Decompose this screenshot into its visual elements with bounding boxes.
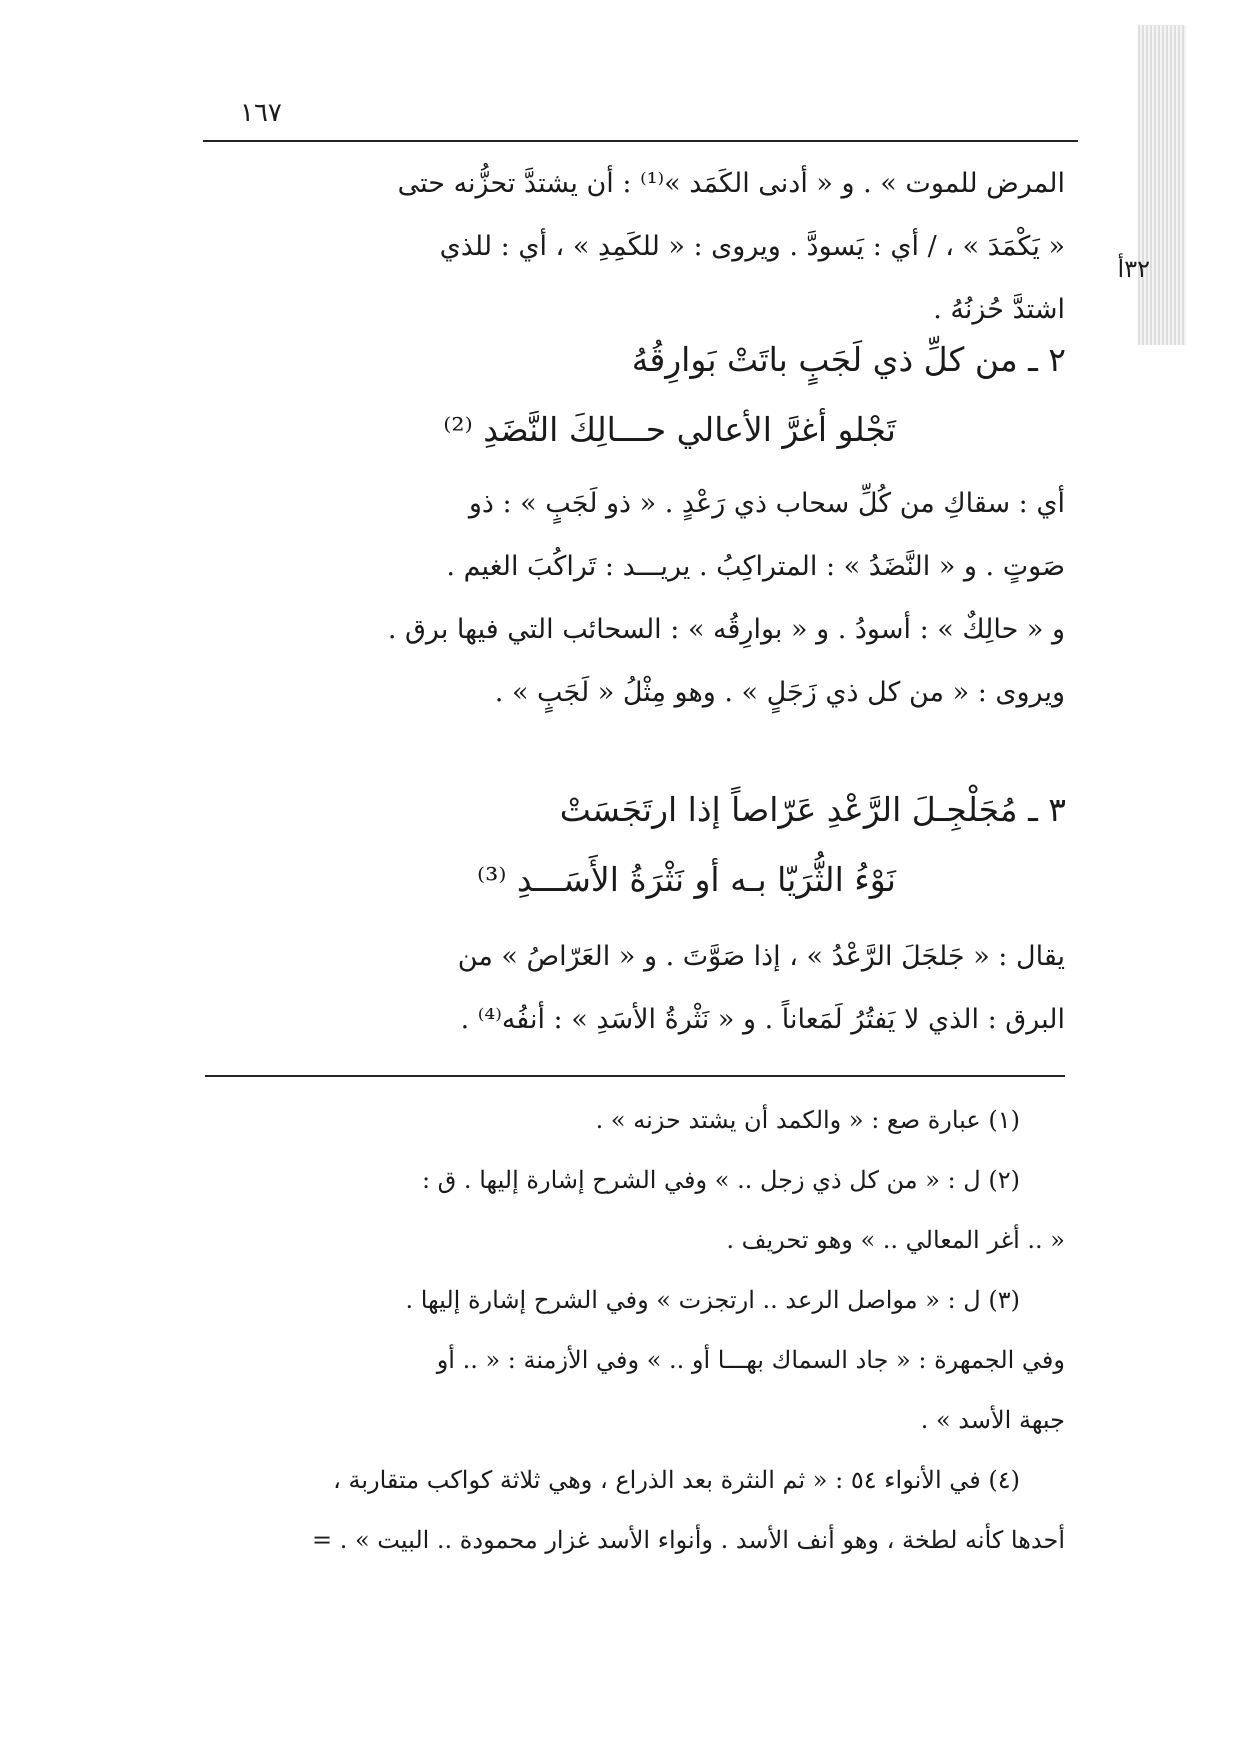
- footnote-line: وفي الجمهرة : « جاد السماك بهـــا أو .. » وفي الأزمنة : « .. أو: [436, 1346, 1065, 1374]
- text-line: المرض للموت » . و « أدنى الكَمَد »⁽¹⁾ : أن يشتدَّ تحزُّنه حتى: [397, 168, 1065, 199]
- verse-2-second-hemistich: تَجْلو أغرَّ الأعالي حـــالِكَ النَّضَدِ ⁽²⁾: [443, 410, 896, 449]
- verse-3-second-hemistich: نَوْءُ الثُّرَيّا بـه أو نَثْرَةُ الأَسَـــدِ ⁽³⁾: [476, 860, 896, 899]
- commentary-paragraph-3: [205, 925, 1065, 1051]
- footnote-line: « .. أغر المعالي .. » وهو تحريف .: [726, 1226, 1065, 1254]
- text-line: أي : سقاكِ من كُلِّ سحاب ذي رَعْدٍ . « ذو لَجَبٍ » : ذو: [468, 488, 1065, 519]
- footnote-line: (٣) ل : « مواصل الرعد .. ارتجزت » وفي الشرح إشارة إليها .: [405, 1286, 1020, 1314]
- book-spine-shadow: [1138, 25, 1186, 345]
- commentary-paragraph-1: [205, 152, 1065, 341]
- manuscript-folio-note: ٣٢أ: [1117, 255, 1150, 283]
- text-line: و « حالِكٌ » : أسودُ . و « بوارِقُه » : السحائب التي فيها برق .: [387, 614, 1065, 645]
- footnotes: [205, 1090, 1065, 1570]
- footnote-line: أحدها كأنه لطخة ، وهو أنف الأسد . وأنواء الأسد غزار محمودة .. البيت » . =: [311, 1526, 1065, 1554]
- text-line: صَوتٍ . و « النَّضَدُ » : المتراكِبُ . يريـــد : تَراكُبَ الغيم .: [446, 551, 1065, 582]
- header-rule: [203, 140, 1078, 142]
- text-line: البرق : الذي لا يَفتُرُ لَمَعاناً . و « نَثْرةُ الأسَدِ » : أنفُه⁽⁴⁾ .: [460, 1004, 1065, 1035]
- footnote-line: جبهة الأسد » .: [920, 1406, 1065, 1434]
- footnote-rule: [205, 1075, 1065, 1077]
- text-line: « يَكْمَدَ » ، / أي : يَسودَّ . ويروى : « للكَمِدِ » ، أي : للذي: [439, 231, 1065, 262]
- footnote-line: (٢) ل : « من كل ذي زجل .. » وفي الشرح إشارة إليها . ق :: [421, 1166, 1020, 1194]
- text-line: اشتدَّ حُزنُهُ .: [933, 294, 1065, 325]
- text-line: ويروى : « من كل ذي زَجَلٍ » . وهو مِثْلُ « لَجَبٍ » .: [494, 677, 1065, 708]
- footnote-line: (٤) في الأنواء ٥٤ : « ثم النثرة بعد الذراع ، وهي ثلاثة كواكب متقاربة ،: [333, 1466, 1020, 1494]
- page-number: ١٦٧: [240, 98, 282, 128]
- verse-3-first-hemistich: ٣ ـ مُجَلْجِـلَ الرَّعْدِ عَرّاصاً إذا ارتَجَسَتْ: [559, 790, 1066, 829]
- verse-2-first-hemistich: ٢ ـ من كلِّ ذي لَجَبٍ باتَتْ بَوارِقُهُ: [631, 340, 1066, 379]
- footnote-line: (١) عبارة صع : « والكمد أن يشتد حزنه » .: [595, 1106, 1020, 1134]
- commentary-paragraph-2: [205, 472, 1065, 724]
- text-line: يقال : « جَلجَلَ الرَّعْدُ » ، إذا صَوَّتَ . و « العَرّاصُ » من: [457, 941, 1065, 972]
